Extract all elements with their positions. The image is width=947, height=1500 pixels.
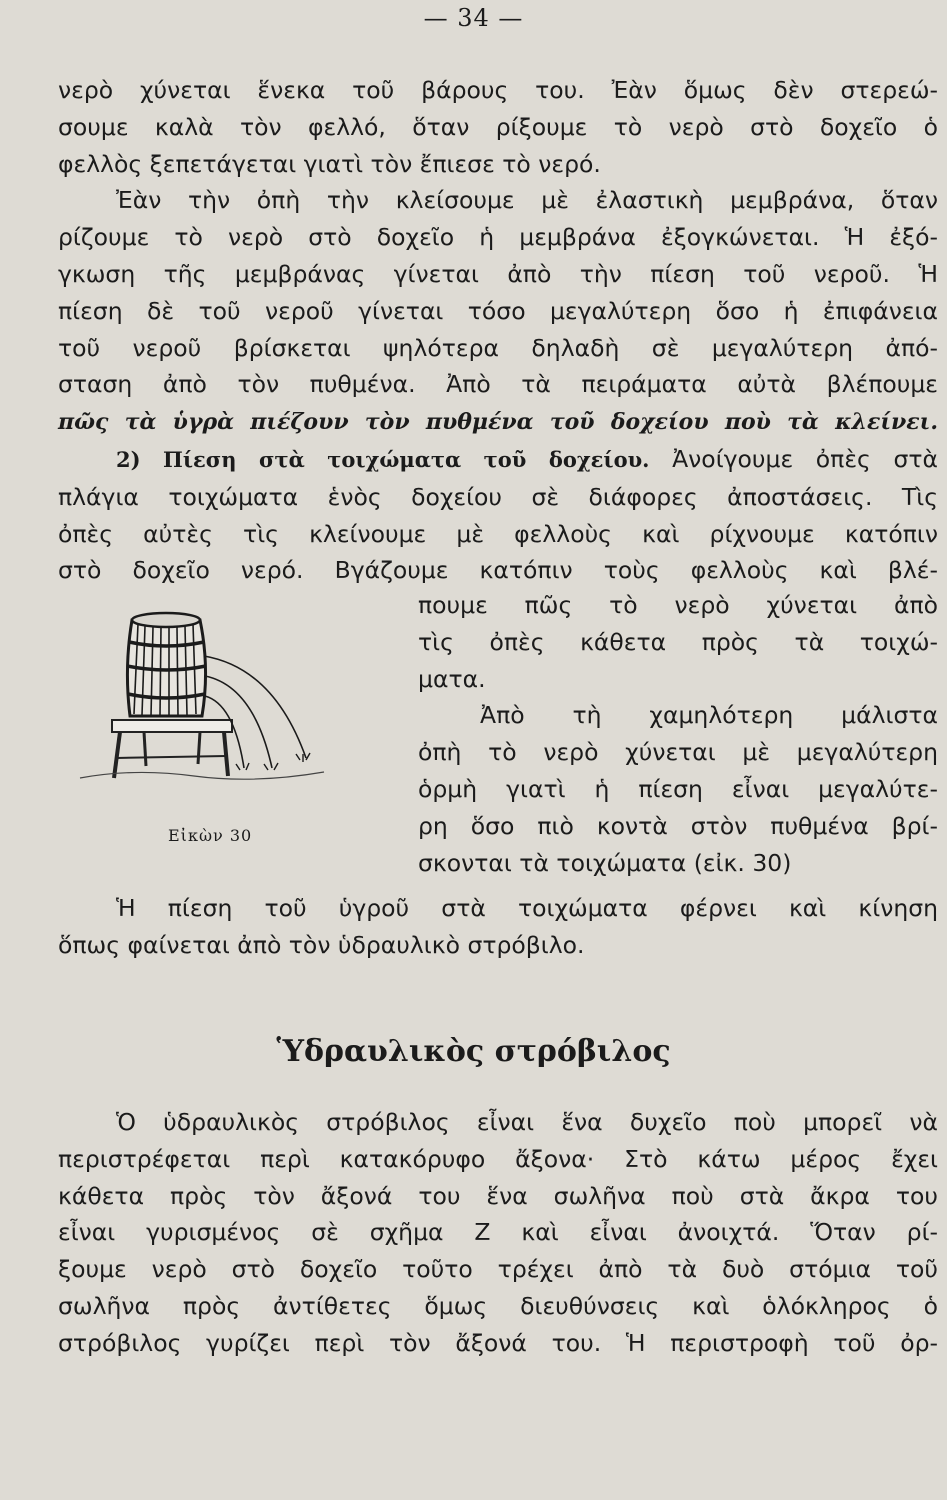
stool-leg — [198, 732, 200, 764]
text-line: ὅπως φαίνεται ἀπὸ τὸν ὑδραυλικὸ στρόβιλο. — [58, 930, 585, 959]
water-splashes — [236, 753, 310, 770]
bottom-text-block — [58, 1104, 938, 1362]
text-line: Ἀπὸ τὴ χαμηλότερη μάλιστα — [480, 701, 938, 730]
text-line — [58, 441, 938, 479]
wrap-text-block — [418, 587, 938, 881]
emphasis-text: πῶς τὰ ὑγρὰ πιέζουν τὸν πυθμένα τοῦ δοχείου ποὺ τὰ κλείνει. — [58, 409, 938, 436]
text-line: σουμε καλὰ τὸν φελλό, ὅταν ρίξουμε τὸ νερὸ στὸ δοχεῖο ὁ — [58, 112, 938, 141]
barrel-figure — [74, 608, 364, 858]
text-line: πίεση δὲ τοῦ νεροῦ γίνεται τόσο μεγαλύτερη ὅσο ἡ ἐπιφάνεια — [58, 296, 938, 325]
text-line: εἶναι γυρισμένος σὲ σχῆμα Ζ καὶ εἶναι ἀνοιχτά. Ὅταν ρί- — [58, 1218, 938, 1247]
text-line: ξουμε νερὸ στὸ δοχεῖο τοῦτο τρέχει ἀπὸ τὰ δυὸ στόμια τοῦ — [58, 1255, 938, 1284]
text-line: Ἡ πίεση τοῦ ὑγροῦ στὰ τοιχώματα φέρνει καὶ κίνηση — [116, 894, 938, 922]
text-line: στὸ δοχεῖο νερό. Βγάζουμε κατόπιν τοὺς φελλοὺς καὶ βλέ- — [58, 556, 938, 585]
text-line: Ὁ ὑδραυλικὸς στρόβιλος εἶναι ἕνα δυχεῖο ποὺ μπορεῖ νὰ — [116, 1108, 938, 1136]
text-line: περιστρέφεται περὶ κατακόρυφο ἄξονα· Στὸ κάτω μέρος ἔχει — [58, 1144, 938, 1173]
stool-leg — [224, 732, 228, 776]
text-line: σωλῆνα πρὸς ἀντίθετες ὅμως διευθύνσεις καὶ ὁλόκληρος ὁ — [58, 1291, 938, 1320]
text-line: στρόβιλος γυρίζει περὶ τὸν ἄξονά του. Ἡ περιστροφὴ τοῦ ὀρ- — [58, 1328, 938, 1357]
page-number: — 34 — — [423, 4, 524, 32]
text-line: ὁρμὴ γιατὶ ἡ πίεση εἶναι μεγαλύτε- — [418, 774, 938, 803]
text-line: γκωση τῆς μεμβράνας γίνεται ἀπὸ τὴν πίεση τοῦ νεροῦ. Ἡ — [58, 259, 938, 288]
text-line: πουμε πῶς τὸ νερὸ χύνεται ἀπὸ — [418, 591, 938, 619]
stool-rail — [116, 756, 226, 758]
stool-top — [112, 720, 232, 732]
text-line: κάθετα πρὸς τὸν ἄξονά του ἕνα σωλῆνα ποὺ στὰ ἄκρα του — [58, 1181, 938, 1210]
stool-leg — [144, 732, 146, 766]
text-line: σταση ἀπὸ τὸν πυθμένα. Ἀπὸ τὰ πειράματα αὐτὰ βλέπουμε — [58, 370, 938, 399]
text-line: φελλὸς ξεπετάγεται γιατὶ τὸν ἔπιεσε τὸ νερό. — [58, 149, 601, 178]
text-line: Ἐὰν τὴν ὀπὴ τὴν κλείσουμε μὲ ἐλαστικὴ μεμβράνα, ὅταν — [116, 186, 938, 215]
water-jets — [204, 656, 306, 768]
section-heading: Ὑδραυλικὸς στρόβιλος — [276, 1034, 671, 1069]
text-line — [58, 403, 938, 441]
figure-caption: Εἰκὼν 30 — [168, 826, 253, 845]
text-line: τοῦ νεροῦ βρίσκεται ψηλότερα δηλαδὴ σὲ μεγαλύτερη ἀπό- — [58, 333, 938, 362]
ground-line — [80, 772, 324, 779]
middle-text-block — [58, 890, 938, 964]
text-line: νερὸ χύνεται ἕνεκα τοῦ βάρους του. Ἐὰν ὅμως δὲν στερεώ- — [58, 76, 938, 104]
text-line: ὀπὲς αὐτὲς τὶς κλείνουμε μὲ φελλοὺς καὶ ρίχνουμε κατόπιν — [58, 519, 938, 548]
text-line: πλάγια τοιχώματα ἑνὸς δοχείου σὲ διάφορες ἀποστάσεις. Τὶς — [58, 482, 938, 511]
text-fragment: Ἀνοίγουμε ὀπὲς στὰ — [672, 444, 938, 473]
text-line: ὀπὴ τὸ νερὸ χύνεται μὲ μεγαλύτερη — [418, 738, 938, 767]
top-text-block — [58, 72, 938, 589]
text-line: σκονται τὰ τοιχώματα (εἰκ. 30) — [418, 848, 792, 877]
text-line: ματα. — [418, 664, 486, 693]
stool-leg — [114, 732, 120, 778]
text-line: ρίζουμε τὸ νερὸ στὸ δοχεῖο ἡ μεμβράνα ἐξογκώνεται. Ἡ ἐξό- — [58, 223, 938, 252]
barrel-top — [132, 613, 200, 627]
text-line: ρη ὅσο πιὸ κοντὰ στὸν πυθμένα βρί- — [418, 811, 938, 840]
text-line: τὶς ὀπὲς κάθετα πρὸς τὰ τοιχώ- — [418, 627, 938, 656]
subsection-heading: 2) Πίεση στὰ τοιχώματα τοῦ δοχείου. — [116, 446, 650, 472]
